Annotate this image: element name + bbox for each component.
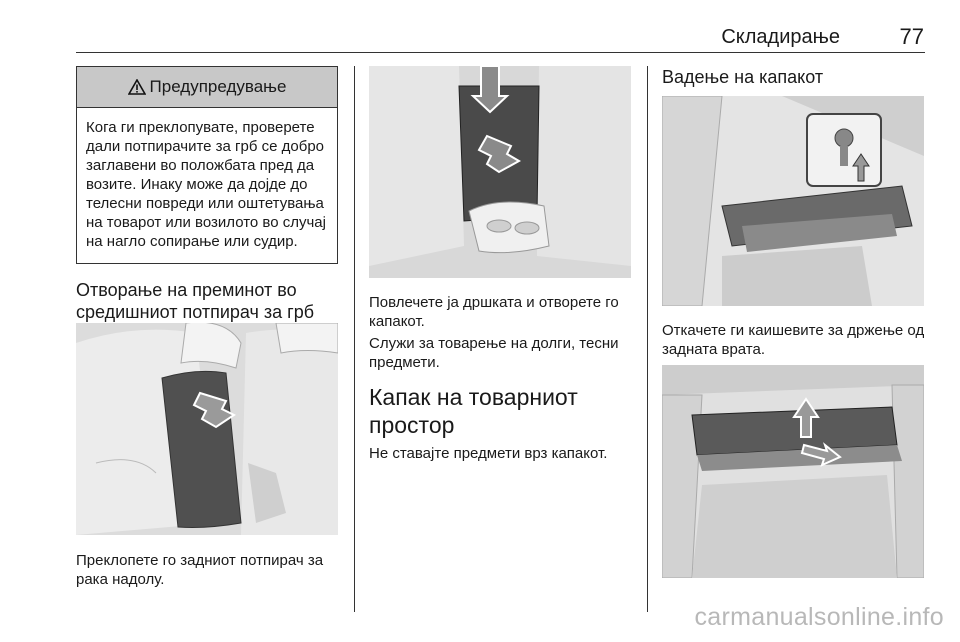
section-heading-armrest-passage: Отворање на преминот во средишниот потпирач за грб (76, 280, 315, 322)
warning-header (77, 67, 337, 108)
page-number: 77 (899, 24, 924, 49)
figure-tailgate-cover (662, 96, 924, 306)
figure-rear-seat-backrest (76, 323, 338, 535)
section-title: Складирање (721, 26, 840, 48)
section-heading-remove-cover: Вадење на капакот (662, 67, 824, 87)
paragraph-long-items: Служи за товарење на долги, тесни предмети. (369, 335, 619, 371)
figure-cargo-cover-removal (662, 365, 924, 578)
section-heading-cargo-cover: Капак на товарниот простор (369, 384, 578, 438)
watermark: carmanualsonline.info (694, 603, 944, 631)
column-divider (354, 66, 355, 612)
figure-armrest-passage (369, 66, 631, 278)
caption-fold-armrest: Преклопете го задниот потпирач за рака надолу. (76, 552, 324, 588)
paragraph-no-objects: Не ставајте предмети врз капакот. (369, 445, 608, 462)
warning-box (76, 66, 338, 264)
header-rule (76, 52, 925, 53)
warning-triangle-icon (128, 79, 146, 95)
warning-text: Кога ги преклопувате, проверете дали потпирачите за грб се добро заглавени во положбата пред да возите. Инаку може да дојде до телесни повреди или оштетувања на товарот или возилото во случај на нагло сопирање или судир. (86, 119, 326, 250)
warning-title: Предупредување (149, 77, 287, 96)
paragraph-pull-handle: Повлечете ја дршката и отворете го капакот. (369, 294, 619, 330)
column-divider (647, 66, 648, 612)
caption-unhook-straps: Откачете ги каишевите за држење од задната врата. (662, 322, 925, 358)
